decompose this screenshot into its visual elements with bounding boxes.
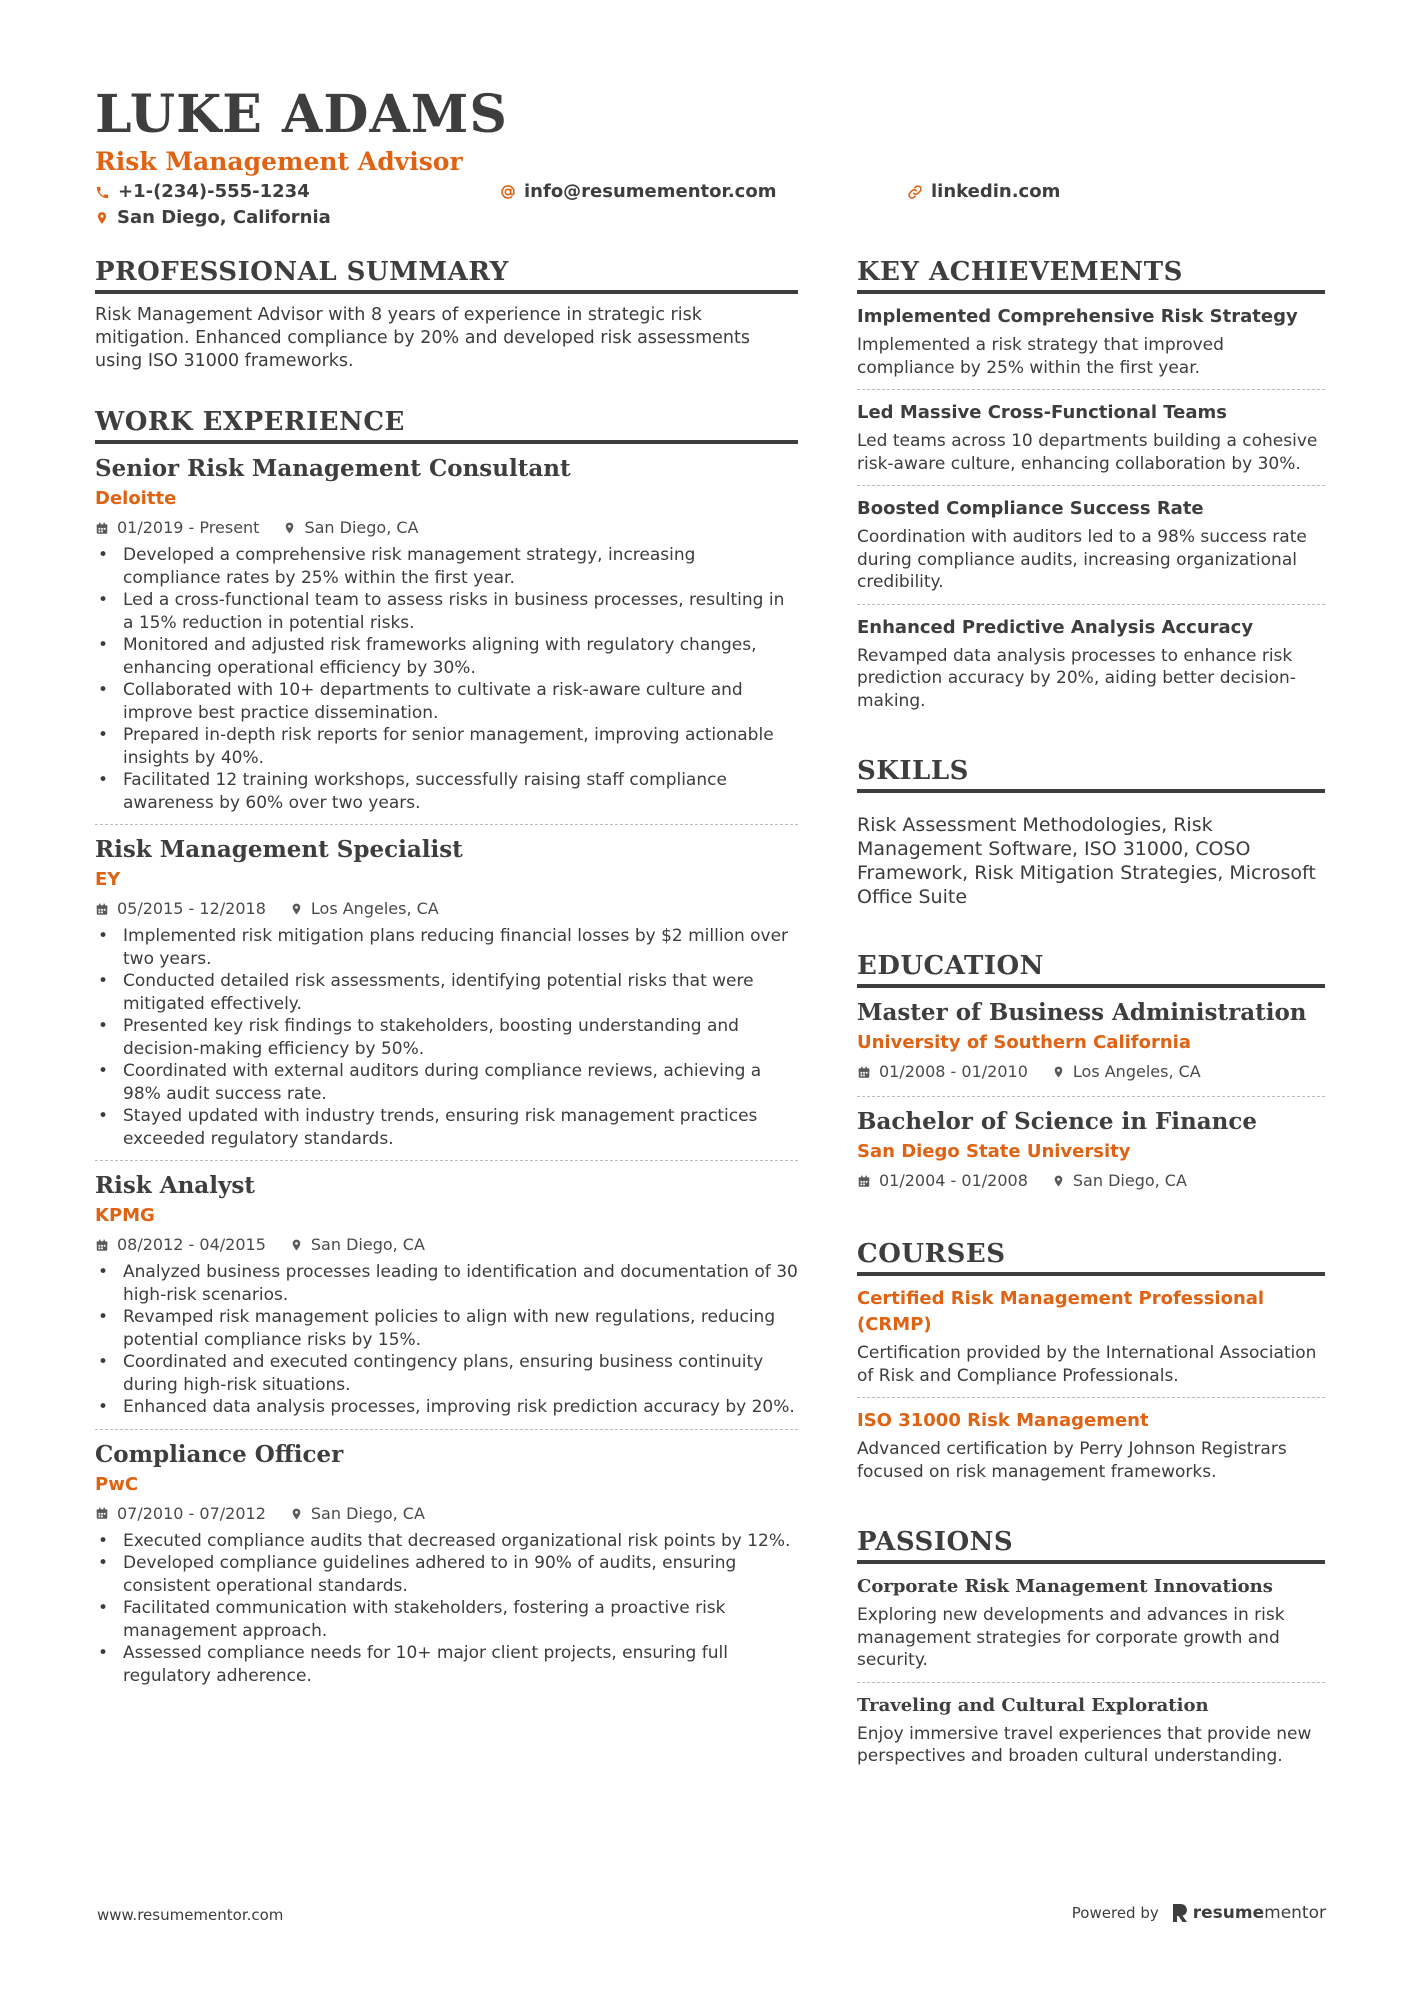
meta-row bbox=[95, 1502, 798, 1526]
degree-title: Bachelor of Science in Finance bbox=[857, 1108, 1258, 1135]
left-column bbox=[95, 255, 798, 1729]
brand-light-text: mentor bbox=[1264, 1903, 1326, 1923]
job-bullet: • Developed a comprehensive risk management strategy, increasing compliance rates by 25% within the first year. bbox=[95, 544, 798, 589]
job-bullet: • Conducted detailed risk assessments, identifying potential risks that were mitigated effectively. bbox=[95, 970, 798, 1015]
skills-heading: SKILLS bbox=[857, 754, 1325, 793]
education-section bbox=[857, 949, 1325, 1205]
job-bullet: • Revamped risk management policies to align with new regulations, reducing potential compliance risks by 15%. bbox=[95, 1306, 798, 1351]
phone-text: +1-(234)-555-1234 bbox=[118, 181, 310, 202]
achievement-title: Enhanced Predictive Analysis Accuracy bbox=[857, 616, 1254, 638]
achievements-heading: KEY ACHIEVEMENTS bbox=[857, 255, 1325, 294]
location-pin-icon bbox=[290, 1506, 303, 1522]
skills-text: Risk Assessment Methodologies, Risk Management Software, ISO 31000, COSO Framework, Risk Mitigation Strategies, Microsoft Office Suite bbox=[857, 814, 1316, 908]
job-title: Senior Risk Management Consultant bbox=[95, 455, 571, 482]
page-footer bbox=[97, 1902, 1326, 1932]
calendar-icon bbox=[857, 1065, 871, 1080]
location-text: San Diego, CA bbox=[310, 1503, 425, 1523]
summary-section bbox=[95, 255, 798, 373]
passion-desc: Exploring new developments and advances in risk management strategies for corporate growth and security. bbox=[857, 1605, 1285, 1670]
job-title: Compliance Officer bbox=[95, 1440, 344, 1468]
job-bullet: • Led a cross-functional team to assess risks in business processes, resulting in a 15% reduction in potential risks. bbox=[95, 589, 798, 634]
date-range bbox=[95, 1233, 266, 1257]
brand-bold-text: resume bbox=[1192, 1903, 1265, 1923]
location bbox=[283, 516, 418, 540]
achievement-item bbox=[857, 605, 1325, 723]
company-name: PwC bbox=[95, 1473, 139, 1495]
job-bullet: • Executed compliance audits that decreased organizational risk points by 12%. bbox=[95, 1530, 798, 1553]
location-text: Los Angeles, CA bbox=[310, 899, 439, 918]
meta-row bbox=[857, 1169, 1325, 1193]
date-range bbox=[857, 1060, 1028, 1084]
job-entry bbox=[95, 1161, 798, 1430]
location-text: San Diego, CA bbox=[310, 1235, 425, 1254]
job-bullet: • Implemented risk mitigation plans reducing financial losses by $2 million over two years. bbox=[95, 925, 798, 970]
job-bullet: • Analyzed business processes leading to identification and documentation of 30 high-risk scenarios. bbox=[95, 1261, 798, 1306]
location-pin-icon bbox=[1052, 1064, 1065, 1080]
contact-info bbox=[95, 180, 1325, 234]
calendar-icon bbox=[857, 1174, 871, 1189]
location-text: Los Angeles, CA bbox=[1072, 1062, 1201, 1081]
location-pin-icon bbox=[290, 1237, 303, 1253]
passions-heading: PASSIONS bbox=[857, 1525, 1325, 1564]
experience-section bbox=[95, 405, 798, 1697]
location-text: San Diego, CA bbox=[304, 518, 419, 537]
job-bullet: • Assessed compliance needs for 10+ major client projects, ensuring full regulatory adherence. bbox=[95, 1642, 798, 1687]
company-name: EY bbox=[95, 869, 121, 890]
job-bullet: • Prepared in-depth risk reports for senior management, improving actionable insights by 40%. bbox=[95, 724, 798, 769]
courses-section bbox=[857, 1237, 1325, 1493]
meta-row bbox=[95, 516, 798, 540]
calendar-icon bbox=[95, 1506, 109, 1521]
resume-header bbox=[95, 84, 1325, 234]
location bbox=[1052, 1060, 1201, 1084]
summary-text: Risk Management Advisor with 8 years of experience in strategic risk mitigation. Enhanced compliance by 20% and developed risk assessments using ISO 31000 frameworks. bbox=[95, 305, 751, 371]
date-text: 07/2010 - 07/2012 bbox=[117, 1503, 266, 1523]
calendar-icon bbox=[95, 902, 109, 917]
summary-heading: PROFESSIONAL SUMMARY bbox=[95, 255, 798, 294]
achievement-desc: Led teams across 10 departments building a cohesive risk-aware culture, enhancing collaboration by 30%. bbox=[857, 431, 1318, 474]
job-bullets bbox=[95, 925, 798, 1150]
phone-icon bbox=[95, 185, 110, 200]
location-pin-icon bbox=[1052, 1173, 1065, 1189]
achievement-desc: Coordination with auditors led to a 98% success rate during compliance audits, increasing organizational credibility. bbox=[857, 527, 1307, 592]
experience-heading: WORK EXPERIENCE bbox=[95, 405, 798, 444]
date-range bbox=[95, 897, 266, 921]
course-item bbox=[857, 1276, 1325, 1398]
school-name: University of Southern California bbox=[857, 1032, 1192, 1053]
job-bullet: • Coordinated and executed contingency plans, ensuring business continuity during high-risk situations. bbox=[95, 1351, 798, 1396]
job-entry bbox=[95, 825, 798, 1161]
passion-title: Corporate Risk Management Innovations bbox=[857, 1576, 1273, 1597]
powered-by bbox=[1072, 1902, 1326, 1924]
course-title: ISO 31000 Risk Management bbox=[857, 1410, 1149, 1431]
job-title: Risk Analyst bbox=[95, 1172, 255, 1199]
meta-row bbox=[95, 1233, 798, 1257]
job-bullet: • Monitored and adjusted risk frameworks aligning with regulatory changes, enhancing operational efficiency by 30%. bbox=[95, 634, 798, 679]
location bbox=[1052, 1169, 1187, 1193]
date-text: 05/2015 - 12/2018 bbox=[117, 899, 266, 918]
location-pin-icon bbox=[95, 210, 109, 226]
job-bullet: • Coordinated with external auditors during compliance reviews, achieving a 98% audit success rate. bbox=[95, 1060, 798, 1105]
date-text: 01/2008 - 01/2010 bbox=[879, 1062, 1028, 1081]
passion-item bbox=[857, 1564, 1325, 1683]
achievement-title: Implemented Comprehensive Risk Strategy bbox=[857, 306, 1298, 327]
education-heading: EDUCATION bbox=[857, 949, 1325, 988]
course-desc: Certification provided by the International Association of Risk and Compliance Professionals. bbox=[857, 1343, 1317, 1386]
courses-heading: COURSES bbox=[857, 1237, 1325, 1276]
course-list bbox=[857, 1276, 1325, 1493]
education-item bbox=[857, 988, 1325, 1097]
resumementor-logo-icon bbox=[1171, 1902, 1189, 1924]
education-list bbox=[857, 988, 1325, 1205]
job-title: Risk Management Specialist bbox=[95, 836, 463, 863]
job-bullets bbox=[95, 544, 798, 814]
skills-section bbox=[857, 754, 1325, 909]
job-bullet: • Developed compliance guidelines adhered to in 90% of audits, ensuring consistent operational standards. bbox=[95, 1552, 798, 1597]
job-bullet: • Collaborated with 10+ departments to cultivate a risk-aware culture and improve best practice dissemination. bbox=[95, 679, 798, 724]
date-text: 01/2004 - 01/2008 bbox=[879, 1171, 1028, 1190]
location-pin-icon bbox=[283, 520, 296, 536]
job-bullet: • Facilitated communication with stakeholders, fostering a proactive risk management approach. bbox=[95, 1597, 798, 1642]
degree-title: Master of Business Administration bbox=[857, 999, 1307, 1026]
passion-item bbox=[857, 1683, 1325, 1778]
powered-by-label: Powered by bbox=[1071, 1904, 1159, 1922]
right-column bbox=[857, 255, 1325, 1810]
link-icon bbox=[907, 184, 923, 200]
achievement-desc: Implemented a risk strategy that improved compliance by 25% within the first year. bbox=[857, 335, 1224, 378]
contact-email[interactable] bbox=[500, 180, 776, 204]
company-name: KPMG bbox=[95, 1205, 155, 1226]
location bbox=[290, 1502, 425, 1526]
job-bullets bbox=[95, 1530, 798, 1688]
achievement-item bbox=[857, 294, 1325, 390]
achievement-title: Boosted Compliance Success Rate bbox=[857, 498, 1204, 519]
candidate-title: Risk Management Advisor bbox=[95, 147, 463, 176]
candidate-name: LUKE ADAMS bbox=[95, 84, 508, 145]
school-name: San Diego State University bbox=[857, 1141, 1131, 1162]
footer-website[interactable]: www.resumementor.com bbox=[97, 1906, 284, 1924]
location-text: San Diego, CA bbox=[1072, 1171, 1187, 1190]
passion-list bbox=[857, 1564, 1325, 1778]
contact-linkedin[interactable] bbox=[907, 180, 1060, 204]
achievement-item bbox=[857, 390, 1325, 486]
meta-row bbox=[857, 1060, 1325, 1084]
date-range bbox=[95, 1502, 266, 1526]
date-text: 08/2012 - 04/2015 bbox=[117, 1235, 266, 1254]
company-name: Deloitte bbox=[95, 488, 177, 509]
brand-logo[interactable] bbox=[1171, 1902, 1326, 1924]
date-range bbox=[857, 1169, 1028, 1193]
contact-phone[interactable] bbox=[95, 180, 310, 204]
meta-row bbox=[95, 897, 798, 921]
location-pin-icon bbox=[290, 901, 303, 917]
location bbox=[290, 897, 439, 921]
date-text: 01/2019 - Present bbox=[117, 518, 260, 537]
achievement-title: Led Massive Cross-Functional Teams bbox=[857, 402, 1227, 423]
location bbox=[290, 1233, 425, 1257]
achievements-section bbox=[857, 255, 1325, 722]
date-range bbox=[95, 516, 259, 540]
linkedin-text: linkedin.com bbox=[931, 181, 1061, 202]
location-text: San Diego, California bbox=[117, 207, 331, 228]
contact-location bbox=[95, 206, 331, 230]
achievement-item bbox=[857, 486, 1325, 605]
passion-title: Traveling and Cultural Exploration bbox=[857, 1694, 1209, 1716]
job-bullets bbox=[95, 1261, 798, 1419]
achievement-list bbox=[857, 294, 1325, 722]
course-desc: Advanced certification by Perry Johnson Registrars focused on risk management frameworks. bbox=[857, 1439, 1287, 1482]
job-list bbox=[95, 444, 798, 1697]
job-bullet: • Stayed updated with industry trends, ensuring risk management practices exceeded regulatory standards. bbox=[95, 1105, 798, 1150]
passion-desc: Enjoy immersive travel experiences that provide new perspectives and broaden cultural understanding. bbox=[857, 1723, 1312, 1766]
calendar-icon bbox=[95, 1238, 109, 1253]
passions-section bbox=[857, 1525, 1325, 1778]
email-text: info@resumementor.com bbox=[524, 181, 777, 202]
calendar-icon bbox=[95, 521, 109, 536]
education-item bbox=[857, 1097, 1325, 1205]
job-bullet: • Facilitated 12 training workshops, successfully raising staff compliance awareness by 60% over two years. bbox=[95, 769, 798, 814]
job-bullet: • Enhanced data analysis processes, improving risk prediction accuracy by 20%. bbox=[95, 1396, 798, 1419]
achievement-desc: Revamped data analysis processes to enhance risk prediction accuracy by 20%, aiding better decision-making. bbox=[857, 645, 1296, 711]
job-entry bbox=[95, 444, 798, 825]
job-bullet: • Presented key risk findings to stakeholders, boosting understanding and decision-making efficiency by 50%. bbox=[95, 1015, 798, 1060]
at-icon bbox=[500, 184, 516, 200]
course-item bbox=[857, 1398, 1325, 1493]
job-entry bbox=[95, 1430, 798, 1698]
course-title: Certified Risk Management Professional (CRMP) bbox=[857, 1288, 1265, 1335]
